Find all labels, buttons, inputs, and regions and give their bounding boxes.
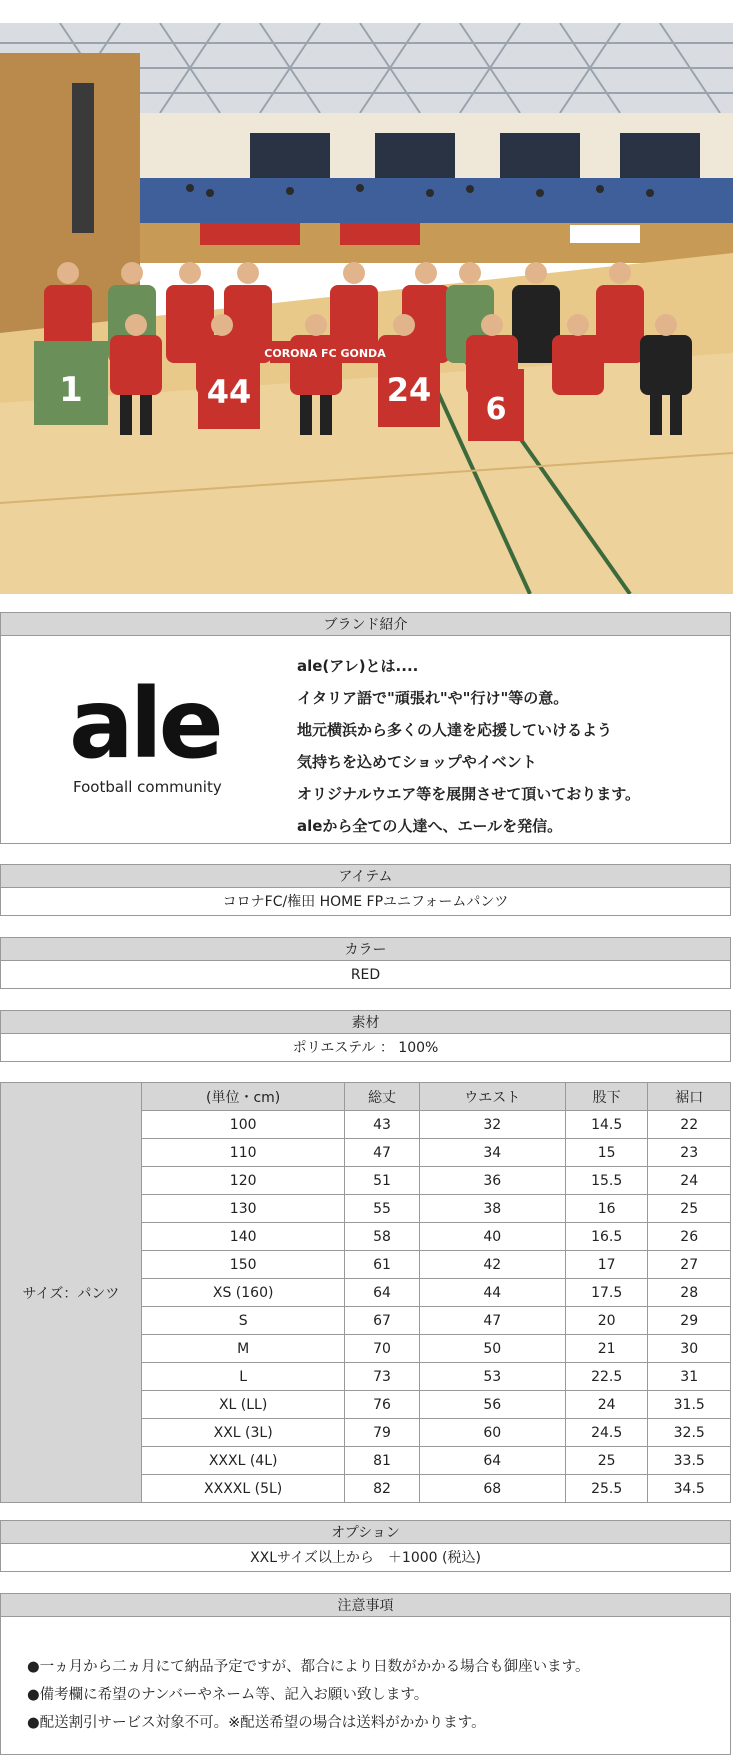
length-cell: 70 (345, 1335, 419, 1363)
length-cell: 55 (345, 1195, 419, 1223)
length-cell: 73 (345, 1363, 419, 1391)
waist-cell: 50 (419, 1335, 565, 1363)
logo-subtitle: Football community (73, 778, 222, 796)
team-banner-text: CORONA FC GONDA (264, 347, 386, 360)
column-header: (単位・cm) (142, 1083, 345, 1111)
brand-description (297, 650, 640, 842)
waist-cell: 40 (419, 1223, 565, 1251)
brand-header: ブランド紹介 (0, 612, 731, 636)
waist-cell: 34 (419, 1139, 565, 1167)
size-label: L (142, 1363, 345, 1391)
waist-cell: 53 (419, 1363, 565, 1391)
length-cell: 51 (345, 1167, 419, 1195)
inseam-cell: 16 (565, 1195, 648, 1223)
jersey-number: 44 (206, 373, 252, 411)
inseam-cell: 17 (565, 1251, 648, 1279)
notes-section (0, 1593, 731, 1755)
waist-cell: 32 (419, 1111, 565, 1139)
size-table (0, 1082, 731, 1503)
size-header-row (1, 1083, 731, 1111)
inseam-cell: 24.5 (565, 1419, 648, 1447)
brand-line: ale(アレ)とは.... (297, 657, 419, 675)
length-cell: 79 (345, 1419, 419, 1447)
material-value: ポリエステル ： 100% (0, 1034, 731, 1062)
size-label: XXL (3L) (142, 1419, 345, 1447)
ale-logo (67, 668, 222, 796)
hem-cell: 27 (648, 1251, 731, 1279)
size-label: M (142, 1335, 345, 1363)
brand-line: 気持ちを込めてショップやイベント (297, 753, 537, 771)
material-section (0, 1010, 731, 1062)
item-value: コロナFC/権田 HOME FPユニフォームパンツ (0, 888, 731, 916)
inseam-cell: 15 (565, 1139, 648, 1167)
hem-cell: 25 (648, 1195, 731, 1223)
inseam-cell: 16.5 (565, 1223, 648, 1251)
hem-cell: 29 (648, 1307, 731, 1335)
jersey-number: 1 (59, 370, 83, 410)
inseam-cell: 25 (565, 1447, 648, 1475)
inseam-cell: 17.5 (565, 1279, 648, 1307)
hem-cell: 31 (648, 1363, 731, 1391)
inseam-cell: 20 (565, 1307, 648, 1335)
item-section (0, 864, 731, 916)
option-section (0, 1520, 731, 1572)
length-cell: 64 (345, 1279, 419, 1307)
note-line: ●備考欄に希望のナンバーやネーム等、記入お願い致します。 (27, 1687, 429, 1703)
item-header: アイテム (0, 864, 731, 888)
hem-cell: 30 (648, 1335, 731, 1363)
hem-cell: 31.5 (648, 1391, 731, 1419)
size-label: XL (LL) (142, 1391, 345, 1419)
inseam-cell: 14.5 (565, 1111, 648, 1139)
brand-line: オリジナルウエア等を展開させて頂いております。 (297, 785, 641, 803)
waist-cell: 47 (419, 1307, 565, 1335)
note-line: ●配送割引サービス対象不可。※配送希望の場合は送料がかかります。 (27, 1715, 486, 1731)
size-label: 110 (142, 1139, 345, 1167)
waist-cell: 36 (419, 1167, 565, 1195)
length-cell: 67 (345, 1307, 419, 1335)
material-header: 素材 (0, 1010, 731, 1034)
length-cell: 47 (345, 1139, 419, 1167)
length-cell: 76 (345, 1391, 419, 1419)
size-label: 100 (142, 1111, 345, 1139)
inseam-cell: 24 (565, 1391, 648, 1419)
brand-line: 地元横浜から多くの人達を応援していけるよう (297, 721, 613, 739)
hem-cell: 33.5 (648, 1447, 731, 1475)
inseam-cell: 22.5 (565, 1363, 648, 1391)
option-value: XXLサイズ以上から ＋1000 (税込) (0, 1544, 731, 1572)
option-header: オプション (0, 1520, 731, 1544)
length-cell: 58 (345, 1223, 419, 1251)
jersey-number: 6 (485, 392, 507, 427)
waist-cell: 68 (419, 1475, 565, 1503)
size-label: 140 (142, 1223, 345, 1251)
length-cell: 61 (345, 1251, 419, 1279)
color-value: RED (0, 961, 731, 989)
note-line: ●一ヵ月から二ヵ月にて納品予定ですが、都合により日数がかかる場合も御座います。 (27, 1659, 590, 1675)
waist-cell: 42 (419, 1251, 565, 1279)
column-header: 裾口 (648, 1083, 731, 1111)
length-cell: 82 (345, 1475, 419, 1503)
notes-header: 注意事項 (0, 1593, 731, 1617)
size-label: XS (160) (142, 1279, 345, 1307)
column-header: 総丈 (345, 1083, 419, 1111)
brand-box (0, 636, 731, 844)
hem-cell: 32.5 (648, 1419, 731, 1447)
brand-line: aleから全ての人達へ、エールを発信。 (297, 817, 563, 835)
color-header: カラー (0, 937, 731, 961)
inseam-cell: 21 (565, 1335, 648, 1363)
waist-cell: 60 (419, 1419, 565, 1447)
jersey-number: 24 (386, 371, 432, 409)
team-photo (0, 23, 733, 594)
color-section (0, 937, 731, 989)
inseam-cell: 25.5 (565, 1475, 648, 1503)
waist-cell: 44 (419, 1279, 565, 1307)
length-cell: 43 (345, 1111, 419, 1139)
hem-cell: 22 (648, 1111, 731, 1139)
waist-cell: 64 (419, 1447, 565, 1475)
size-label: 150 (142, 1251, 345, 1279)
size-side-label: サイズ：パンツ (1, 1083, 142, 1503)
hem-cell: 23 (648, 1139, 731, 1167)
inseam-cell: 15.5 (565, 1167, 648, 1195)
notes-box (0, 1617, 731, 1755)
hem-cell: 28 (648, 1279, 731, 1307)
brand-section (0, 612, 731, 844)
size-label: XXXL (4L) (142, 1447, 345, 1475)
length-cell: 81 (345, 1447, 419, 1475)
hem-cell: 26 (648, 1223, 731, 1251)
hem-cell: 24 (648, 1167, 731, 1195)
column-header: ウエスト (419, 1083, 565, 1111)
column-header: 股下 (565, 1083, 648, 1111)
size-label: 130 (142, 1195, 345, 1223)
waist-cell: 38 (419, 1195, 565, 1223)
brand-line: イタリア語で"頑張れ"や"行け"等の意。 (297, 689, 569, 707)
waist-cell: 56 (419, 1391, 565, 1419)
size-label: S (142, 1307, 345, 1335)
hem-cell: 34.5 (648, 1475, 731, 1503)
logo-word: ale (68, 668, 220, 780)
size-label: XXXXL (5L) (142, 1475, 345, 1503)
size-label: 120 (142, 1167, 345, 1195)
